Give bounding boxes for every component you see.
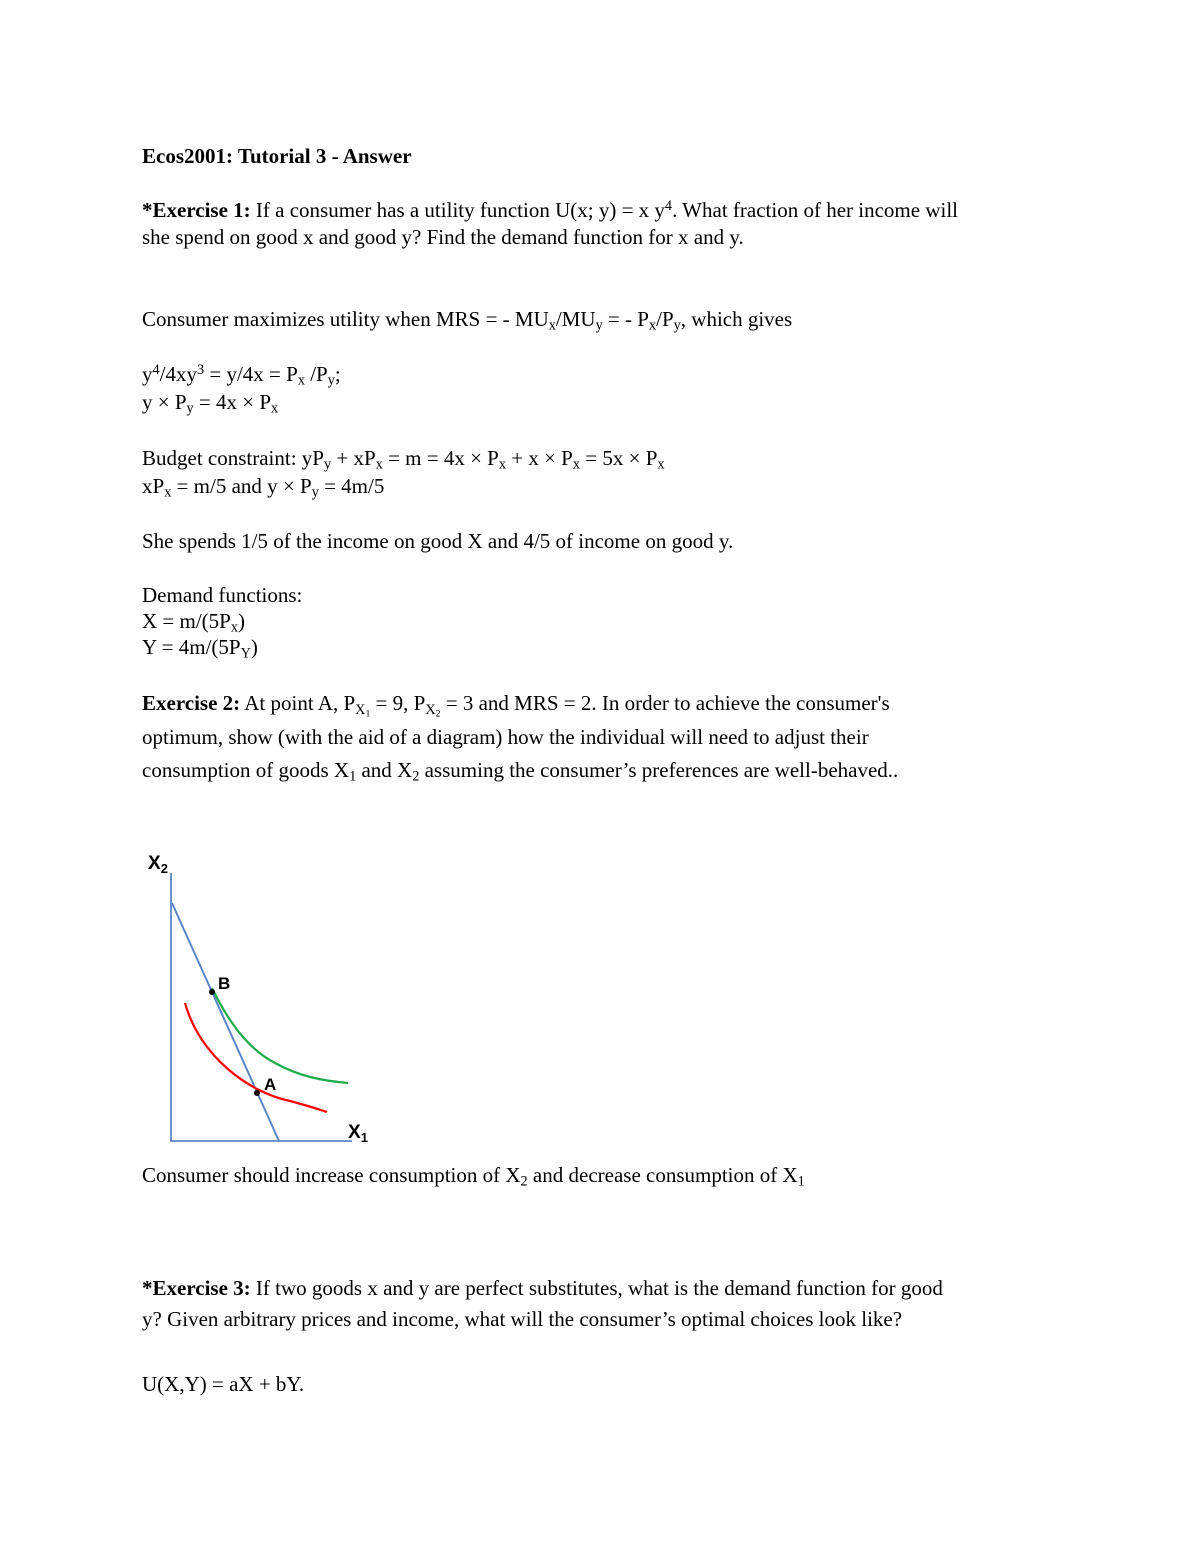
exercise-3-question-line-2: y? Given arbitrary prices and income, what will the consumer’s optimal choices look like?: [142, 1307, 903, 1331]
point-b-label: B: [218, 974, 231, 993]
exercise-2-answer: Consumer should increase consumption of $X_2$ and decrease consumption of $X_1$: [142, 1163, 805, 1190]
demand-functions-heading: Demand functions:: [142, 583, 303, 607]
indifference-curve-diagram: [140, 845, 390, 1145]
point-a-marker: [254, 1090, 260, 1096]
expenditure-shares: $xP_x = m/5$ and $y \times P_y = 4m/5$: [142, 474, 385, 501]
exercise-2-question-line-1: Exercise 2: At point A, $P_{X_1} = 9$, $P_{X_2} = 3$ and MRS = 2. In order to achieve the consumer's: [142, 691, 890, 719]
exercise-1-question-line-1: *Exercise 1: If a consumer has a utility function U(x; y) = x $y^4$. What fraction of her income will: [142, 197, 958, 222]
point-b-marker: [209, 989, 215, 995]
exercise-2-question-line-2: optimum, show (with the aid of a diagram) how the individual will need to adjust their: [142, 725, 869, 749]
page-title: Ecos2001: Tutorial 3 - Answer: [142, 144, 412, 168]
mrs-condition: Consumer maximizes utility when MRS = - $MU_x/MU_y$ = - $P_x/P_y$, which gives: [142, 307, 793, 334]
utility-function: U(X,Y) = aX + bY.: [142, 1372, 305, 1396]
exercise-1-question-line-2: she spend on good x and good y? Find the demand function for x and y.: [142, 225, 744, 249]
equation-mrs-ratio: $y^4/4xy^3 = y/4x = P_x$ $/P_y$;: [142, 361, 341, 389]
budget-constraint: Budget constraint: $yP_y + xP_x = m = 4x \times P_x + x \times P_x = 5x \times P_x$: [142, 446, 665, 473]
income-fraction-answer: She spends 1/5 of the income on good X and 4/5 of income on good y.: [142, 529, 734, 553]
x-axis-label: $X_1$: [348, 1122, 368, 1145]
exercise-1-label: *Exercise 1:: [142, 198, 251, 222]
budget-line: [172, 903, 279, 1141]
y-axis-label: $X_2$: [148, 853, 168, 876]
exercise-3-question-line-1: *Exercise 3: If two goods x and y are perfect substitutes, what is the demand function for good: [142, 1276, 943, 1300]
equation-expenditure-relation: $y \times P_y = 4x \times P_x$: [142, 390, 279, 417]
exercise-2-question-line-3: consumption of goods $X_1$ and $X_2$ assuming the consumer’s preferences are well-behaved..: [142, 758, 899, 785]
point-a-label: A: [264, 1075, 277, 1094]
demand-function-y: $Y = 4m/(5P_Y)$: [142, 635, 258, 662]
exercise-2-label: Exercise 2:: [142, 691, 241, 715]
exercise-3-label: *Exercise 3:: [142, 1276, 251, 1300]
demand-function-x: $X = m/(5P_x)$: [142, 609, 245, 636]
